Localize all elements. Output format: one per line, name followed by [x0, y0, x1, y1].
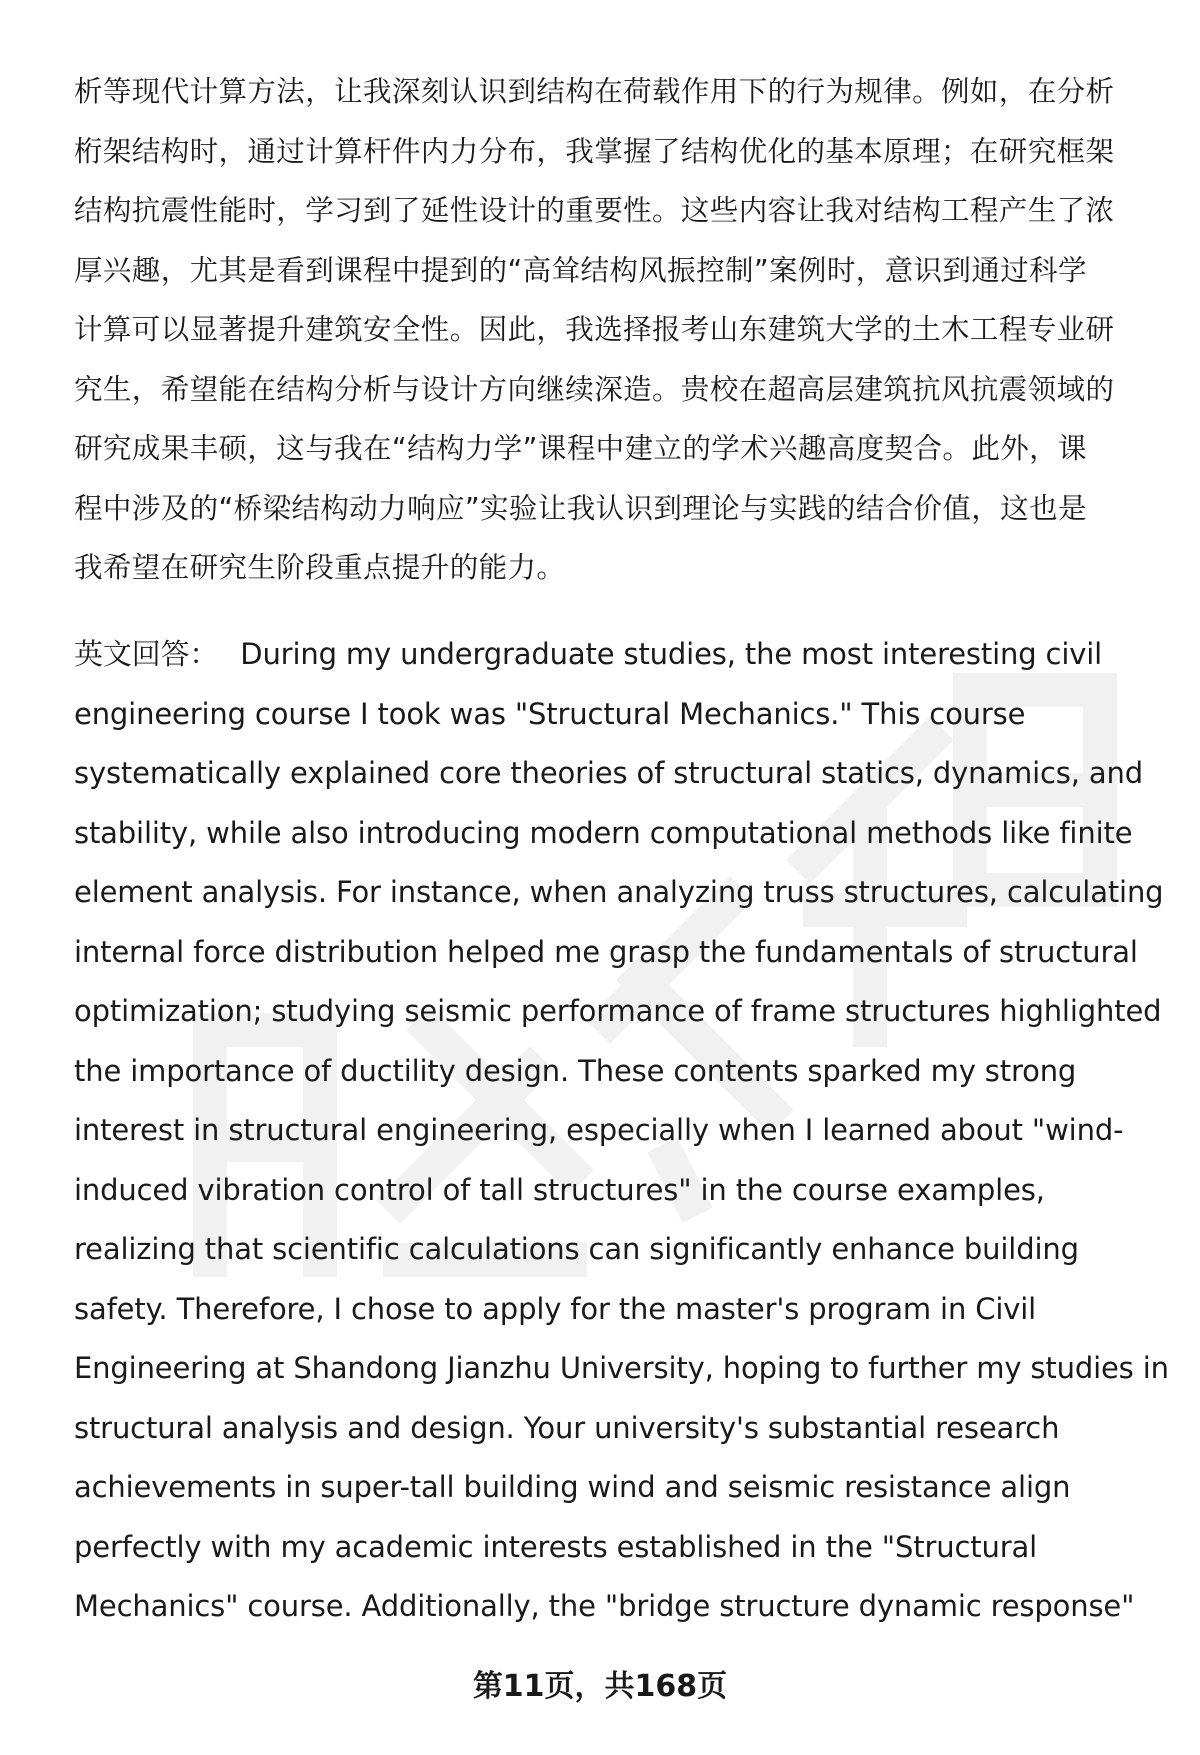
paragraph-line: 厚兴趣，尤其是看到课程中提到的“高耸结构风振控制”案例时，意识到通过科学: [74, 253, 1087, 287]
paragraph-line: structural analysis and design. Your university's substantial research: [74, 1410, 1060, 1445]
paragraph-line: systematically explained core theories of structural statics, dynamics, and: [74, 756, 1144, 790]
paragraph-line: stability, while also introducing modern computational methods like finite: [74, 815, 1133, 850]
paragraph-line: 研究成果丰硕，这与我在“结构力学”课程中建立的学术兴趣高度契合。此外，课: [74, 432, 1087, 465]
paragraph-line: perfectly with my academic interests established in the "Structural: [74, 1529, 1037, 1564]
paragraph-line: 程中涉及的“桥梁结构动力响应”实验让我认识到理论与实践的结合价值，这也是: [74, 491, 1087, 525]
paragraph-line: the importance of ductility design. These contents sparked my strong: [74, 1053, 1077, 1088]
paragraph-line: 桁架结构时，通过计算杆件内力分布，我掌握了结构优化的基本原理；在研究框架: [74, 134, 1115, 168]
paragraph-line: internal force distribution helped me grasp the fundamentals of structural: [74, 934, 1138, 969]
chinese-answer-paragraph: [74, 62, 1154, 598]
paragraph-first-line: [74, 625, 1164, 685]
paragraph-line: 析等现代计算方法，让我深刻认识到结构在荷载作用下的行为规律。例如，在分析: [74, 75, 1115, 108]
paragraph-line: interest in structural engineering, especially when I learned about "wind-: [74, 1113, 1124, 1147]
paragraph-line: Mechanics" course. Additionally, the "bridge structure dynamic response": [74, 1589, 1135, 1623]
paragraph-line: 计算可以显著提升建筑安全性。因此，我选择报考山东建筑大学的土木工程专业研: [74, 313, 1115, 346]
english-answer-paragraph: [74, 625, 1169, 1637]
paragraph-line: induced vibration control of tall structures" in the course examples,: [74, 1172, 1045, 1207]
paragraph-line: Engineering at Shandong Jianzhu University, hoping to further my studies in: [74, 1351, 1169, 1385]
paragraph-line-text: During my undergraduate studies, the most interesting civil: [240, 637, 1103, 671]
paragraph-line: element analysis. For instance, when analyzing truss structures, calculating: [74, 875, 1164, 909]
paragraph-line: engineering course I took was "Structural Mechanics." This course: [74, 696, 1026, 731]
paragraph-line: 究生，希望能在结构分析与设计方向继续深造。贵校在超高层建筑抗风抗震领域的: [74, 372, 1115, 406]
paragraph-line: 结构抗震性能时，学习到了延性设计的重要性。这些内容让我对结构工程产生了浓: [74, 194, 1115, 227]
paragraph-line: 我希望在研究生阶段重点提升的能力。: [74, 551, 566, 584]
paragraph-line: realizing that scientific calculations can significantly enhance building: [74, 1232, 1079, 1266]
paragraph-line: optimization; studying seismic performance of frame structures highlighted: [74, 994, 1162, 1028]
paragraph-line: safety. Therefore, I chose to apply for the master's program in Civil: [74, 1291, 1037, 1326]
english-answer-label: 英文回答：: [74, 637, 219, 671]
page-number-footer: 第11页，共168页: [472, 1669, 728, 1704]
paragraph-line: achievements in super-tall building wind and seismic resistance align: [74, 1470, 1071, 1504]
